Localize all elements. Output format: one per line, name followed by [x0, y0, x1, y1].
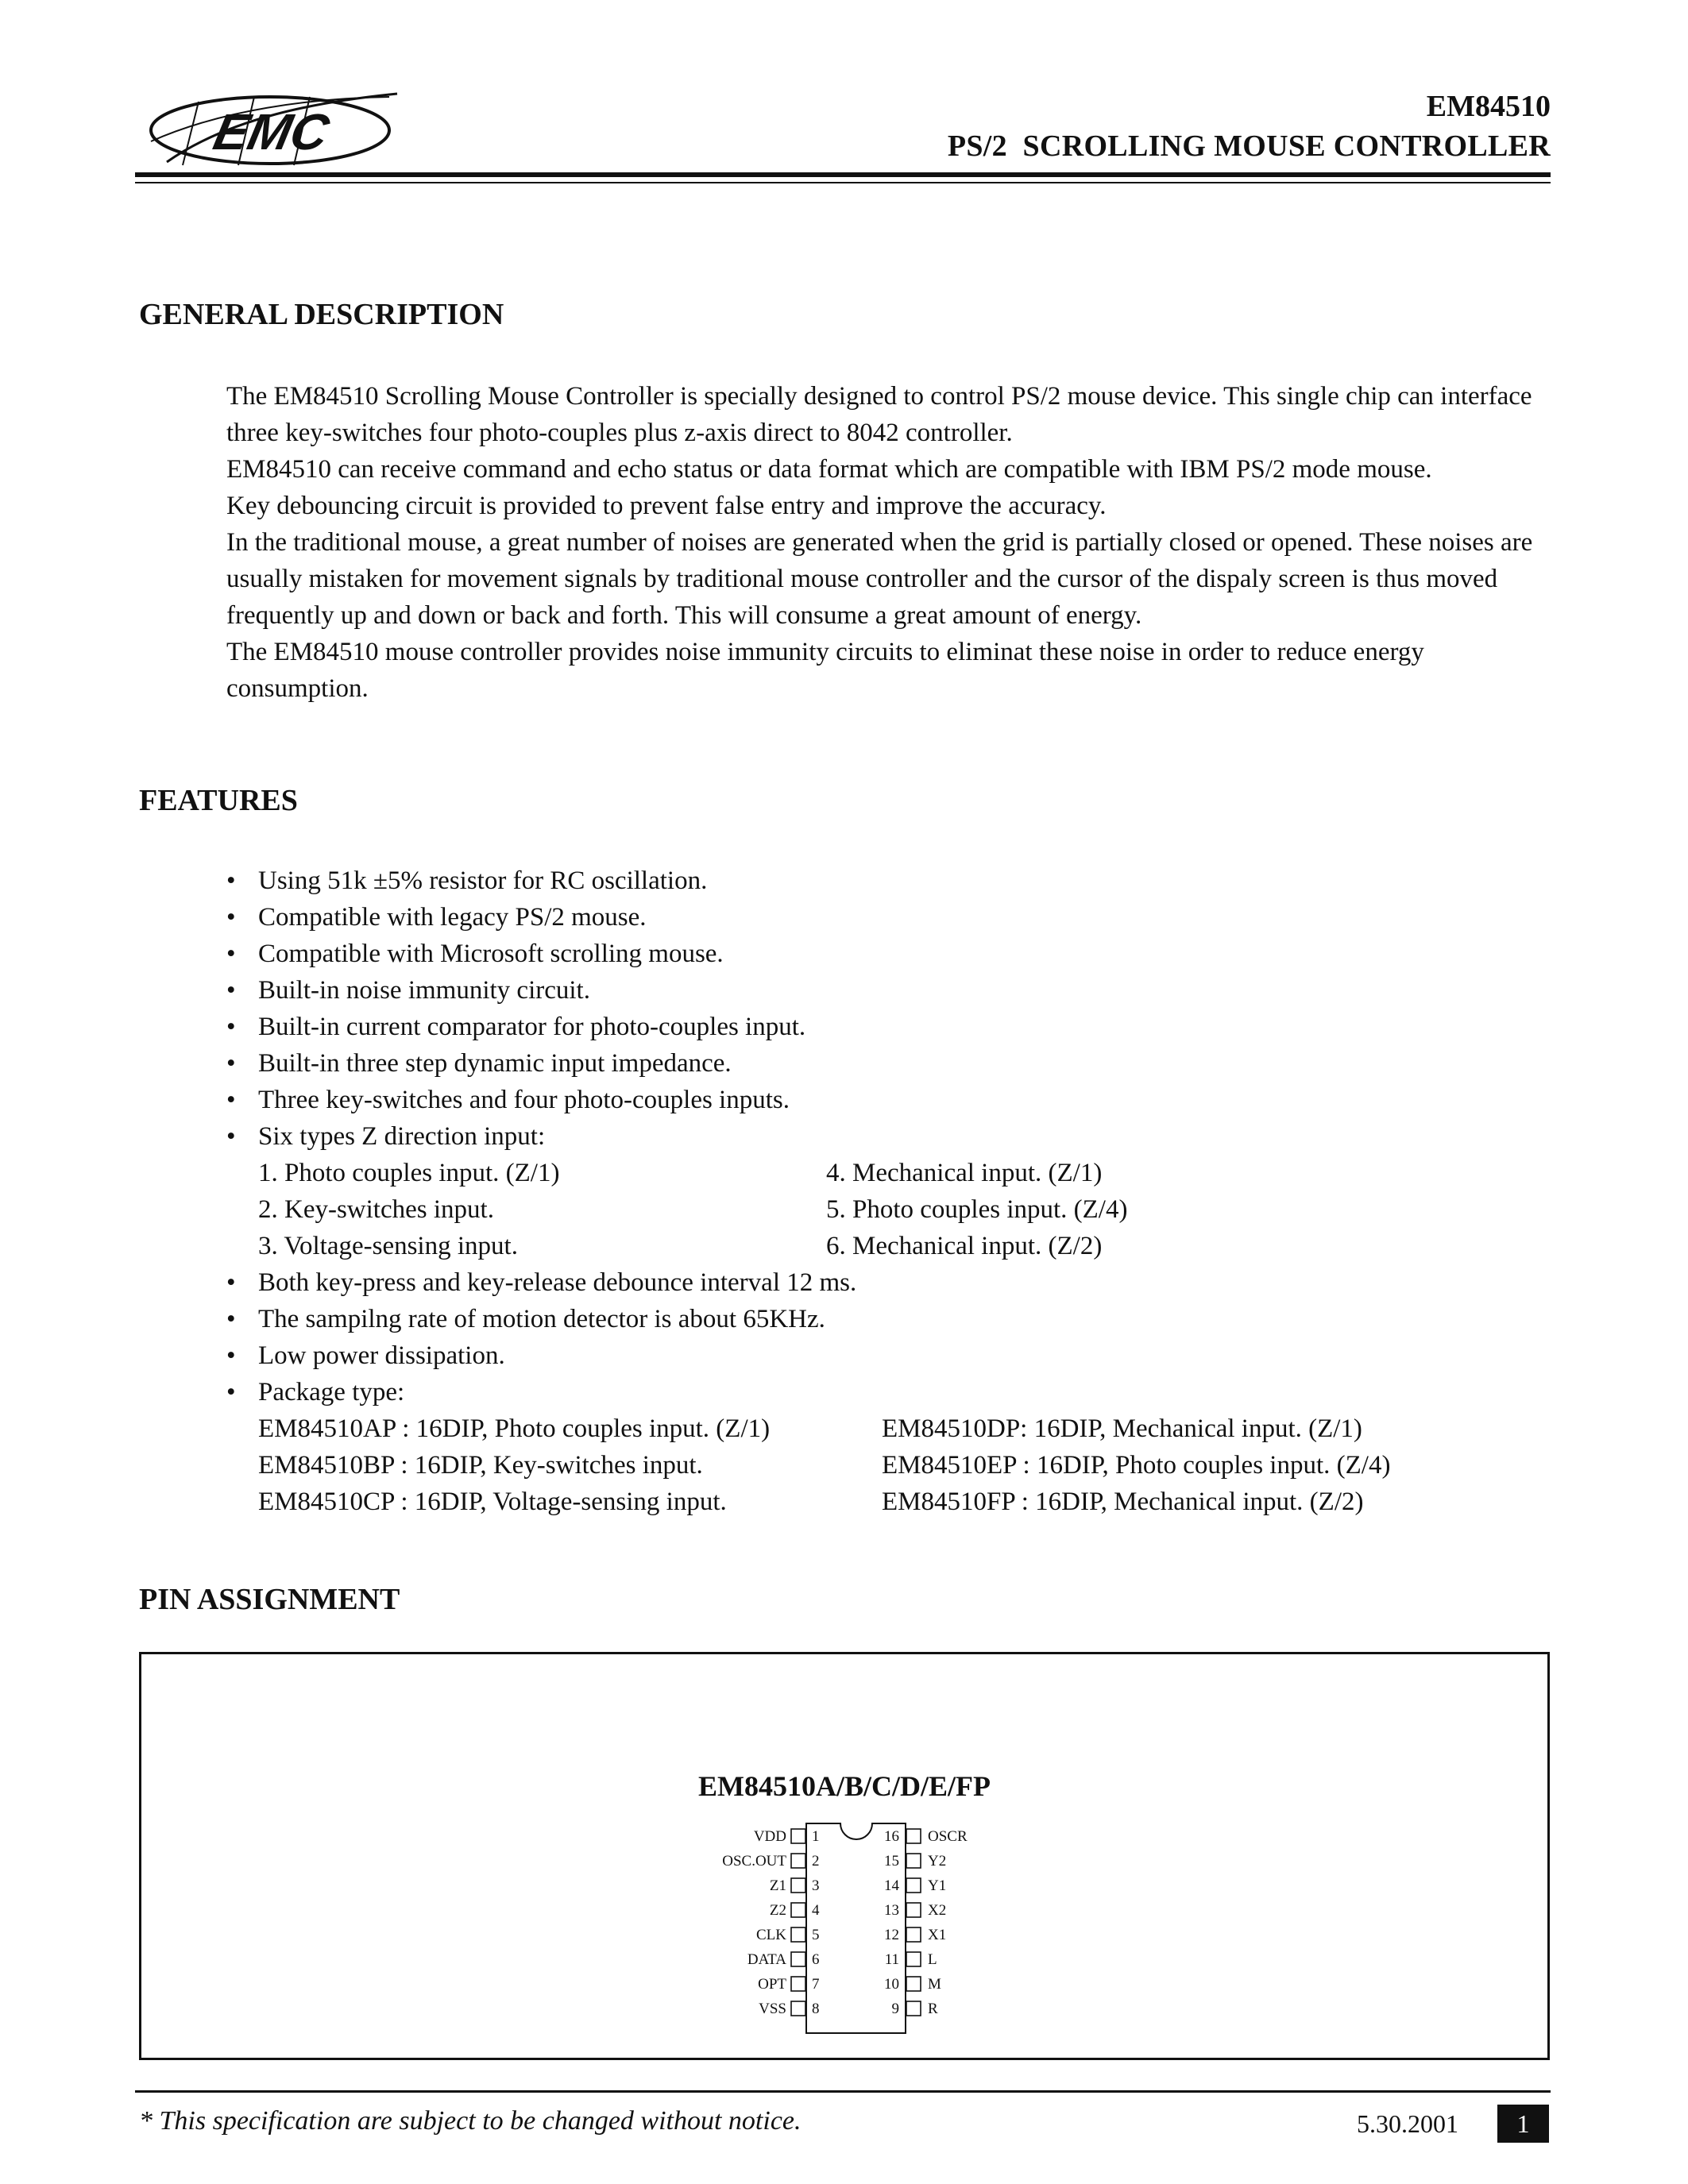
pin-right-11 [885, 1951, 937, 1968]
pin-name: DATA [747, 1951, 786, 1968]
pin-left-3 [770, 1877, 820, 1894]
pin-pad [906, 1952, 921, 1966]
pin-pad [906, 1854, 921, 1868]
pin-name: Z2 [769, 1902, 786, 1919]
pin-number: 11 [884, 1951, 899, 1968]
list-item [226, 1118, 1561, 1155]
pin-pad [791, 1878, 805, 1893]
pin-pad [791, 1977, 805, 1991]
pin-name: L [928, 1951, 937, 1968]
z-input-type: 4. Mechanical input. (Z/1) [826, 1159, 1103, 1187]
feature-text: Compatible with Microsoft scrolling mouse. [258, 940, 724, 968]
general-description-heading: GENERAL DESCRIPTION [139, 298, 504, 331]
list-item [226, 1045, 1561, 1082]
pin-name: OSCR [928, 1828, 968, 1845]
z-input-type: 6. Mechanical input. (Z/2) [826, 1232, 1103, 1260]
package-type: EM84510AP : 16DIP, Photo couples input. (Z/1) [258, 1414, 771, 1443]
pin-number: 1 [812, 1828, 820, 1845]
pin-number: 2 [812, 1853, 820, 1870]
description-paragraph: Key debouncing circuit is provided to prevent false entry and improve the accuracy. [226, 492, 1107, 520]
bullet: • [226, 866, 236, 895]
package-row [226, 1447, 1561, 1484]
pin-pad [791, 1927, 805, 1942]
bullet: • [226, 1013, 236, 1041]
header-rule [135, 172, 1551, 177]
pin-name: X2 [928, 1902, 947, 1919]
footer-rule [135, 2090, 1551, 2093]
footer-date: 5.30.2001 [1357, 2109, 1458, 2138]
package-type: EM84510EP : 16DIP, Photo couples input. (Z/4) [882, 1451, 1391, 1480]
pin-right-14 [884, 1877, 946, 1894]
z-input-row [226, 1191, 1561, 1228]
pin-right-16 [884, 1828, 968, 1845]
description-paragraph: The EM84510 mouse controller provides noise immunity circuits to eliminat these noise in order to reduce energy consumption. [226, 638, 1424, 703]
pins-left [722, 1828, 820, 2017]
description-paragraph: In the traditional mouse, a great number of noises are generated when the grid is partially closed or opened. These noises are usually mistaken for movement signals by traditional mouse controller and the cursor of the dispaly screen is thus moved frequently up and down or back and forth. This will consume a great amount of energy. [226, 528, 1533, 630]
pin-name: M [928, 1976, 941, 1993]
z-input-type: 3. Voltage-sensing input. [258, 1232, 518, 1260]
z-input-type: 1. Photo couples input. (Z/1) [258, 1159, 560, 1187]
feature-text: Both key-press and key-release debounce interval 12 ms. [258, 1268, 857, 1297]
emc-logo [135, 86, 405, 175]
feature-text: Three key-switches and four photo-couples inputs. [258, 1086, 790, 1114]
pin-name: VDD [753, 1828, 786, 1845]
pin-number: 12 [884, 1927, 899, 1943]
pin-name: R [928, 2001, 938, 2017]
pin-name: CLK [756, 1927, 786, 1943]
package-type: EM84510DP: 16DIP, Mechanical input. (Z/1) [882, 1414, 1362, 1443]
features-heading: FEATURES [139, 784, 298, 817]
chip-name: EM84510A/B/C/D/E/FP [698, 1770, 991, 1802]
bullet: • [226, 1122, 236, 1151]
list-item [226, 1264, 1561, 1301]
bullet: • [226, 1268, 236, 1297]
feature-text: The sampilng rate of motion detector is about 65KHz. [258, 1305, 825, 1333]
pin-right-13 [884, 1902, 946, 1919]
part-number: EM84510 [1426, 90, 1551, 123]
pin-number: 6 [812, 1951, 820, 1968]
pin-pad [791, 1854, 805, 1868]
package-row [226, 1410, 1561, 1447]
pin-name: OPT [758, 1976, 786, 1993]
pin-name: Z1 [769, 1877, 786, 1894]
bullet: • [226, 1305, 236, 1333]
pin-pad [906, 1878, 921, 1893]
bullet: • [226, 940, 236, 968]
pin-number: 14 [884, 1877, 899, 1894]
z-input-type: 5. Photo couples input. (Z/4) [826, 1195, 1128, 1224]
feature-text: Compatible with legacy PS/2 mouse. [258, 903, 647, 932]
feature-text: Low power dissipation. [258, 1341, 505, 1370]
pin-name: Y2 [928, 1853, 947, 1870]
pin-pad [791, 2001, 805, 2016]
list-item [226, 936, 1561, 972]
z-input-type: 2. Key-switches input. [258, 1195, 494, 1224]
pin-left-5 [756, 1927, 820, 1943]
bullet: • [226, 1086, 236, 1114]
list-item [226, 1009, 1561, 1045]
list-item [226, 1301, 1561, 1337]
feature-text: Built-in noise immunity circuit. [258, 976, 590, 1005]
pin-number: 16 [884, 1828, 899, 1845]
list-item [226, 1082, 1561, 1118]
package-row [226, 1484, 1561, 1520]
pin-left-6 [747, 1951, 820, 1968]
bullet: • [226, 903, 236, 932]
pin-number: 10 [884, 1976, 899, 1993]
pin-name: OSC.OUT [722, 1853, 786, 1870]
pin-left-7 [758, 1976, 819, 1993]
feature-text: Six types Z direction input: [258, 1122, 546, 1151]
description-paragraph: EM84510 can receive command and echo status or data format which are compatible with IBM PS/2 mode mouse. [226, 455, 1432, 484]
footer-note: * This specification are subject to be changed without notice. [139, 2106, 802, 2136]
pin-right-9 [892, 2001, 939, 2017]
pin-left-2 [722, 1853, 819, 1870]
pin-pad [791, 1829, 805, 1843]
pins-right [884, 1828, 968, 2017]
pin-pad [906, 1903, 921, 1917]
pin-name: Y1 [928, 1877, 947, 1894]
pin-number: 3 [812, 1877, 820, 1894]
pin-pad [791, 1952, 805, 1966]
svg-text:EMC: EMC [208, 102, 334, 160]
bullet: • [226, 1378, 236, 1406]
z-input-row [226, 1228, 1561, 1264]
pin-pad [906, 1829, 921, 1843]
pin-left-1 [754, 1828, 820, 1845]
package-type: EM84510BP : 16DIP, Key-switches input. [258, 1451, 703, 1480]
list-item [226, 899, 1561, 936]
page-number: 1 [1497, 2105, 1549, 2143]
pin-number: 5 [812, 1927, 820, 1943]
bullet: • [226, 1049, 236, 1078]
package-type: EM84510FP : 16DIP, Mechanical input. (Z/2) [882, 1488, 1364, 1516]
pin-pad [791, 1903, 805, 1917]
general-description-body [226, 378, 1561, 707]
list-item [226, 1337, 1561, 1374]
feature-text: Built-in three step dynamic input impedance. [258, 1049, 732, 1078]
pin-pad [906, 1977, 921, 1991]
pin-left-4 [770, 1902, 820, 1919]
list-item [226, 972, 1561, 1009]
description-paragraph: The EM84510 Scrolling Mouse Controller is specially designed to control PS/2 mouse device. This single chip can interface three key-switches four photo-couples plus z-axis direct to 8042 controller. [226, 382, 1532, 447]
feature-text: Package type: [258, 1378, 405, 1406]
package-type: EM84510CP : 16DIP, Voltage-sensing input. [258, 1488, 727, 1516]
pin-right-15 [884, 1853, 946, 1870]
bullet: • [226, 976, 236, 1005]
header-rule-thin [135, 182, 1551, 183]
pin-pad [906, 2001, 921, 2016]
pin-name: VSS [759, 2001, 786, 2017]
pin-right-10 [884, 1976, 941, 1993]
feature-text: Using 51k ±5% resistor for RC oscillation. [258, 866, 708, 895]
bullet: • [226, 1341, 236, 1370]
pin-right-12 [884, 1927, 946, 1943]
pin-number: 4 [812, 1902, 820, 1919]
pin-name: X1 [928, 1927, 947, 1943]
list-item [226, 1374, 1561, 1410]
pin-assignment-heading: PIN ASSIGNMENT [139, 1583, 400, 1616]
pin-number: 15 [884, 1853, 899, 1870]
pin-left-8 [759, 2001, 819, 2017]
pinout-diagram [659, 1819, 1033, 2041]
feature-text: Built-in current comparator for photo-couples input. [258, 1013, 806, 1041]
list-item [226, 862, 1561, 899]
pin-pad [906, 1927, 921, 1942]
pin-number: 9 [891, 2001, 899, 2017]
features-list [226, 862, 1561, 1520]
pin-number: 7 [812, 1976, 820, 1993]
pin-number: 8 [812, 2001, 820, 2017]
document-title: PS/2 SCROLLING MOUSE CONTROLLER [947, 129, 1551, 163]
z-input-row [226, 1155, 1561, 1191]
pin-number: 13 [884, 1902, 899, 1919]
